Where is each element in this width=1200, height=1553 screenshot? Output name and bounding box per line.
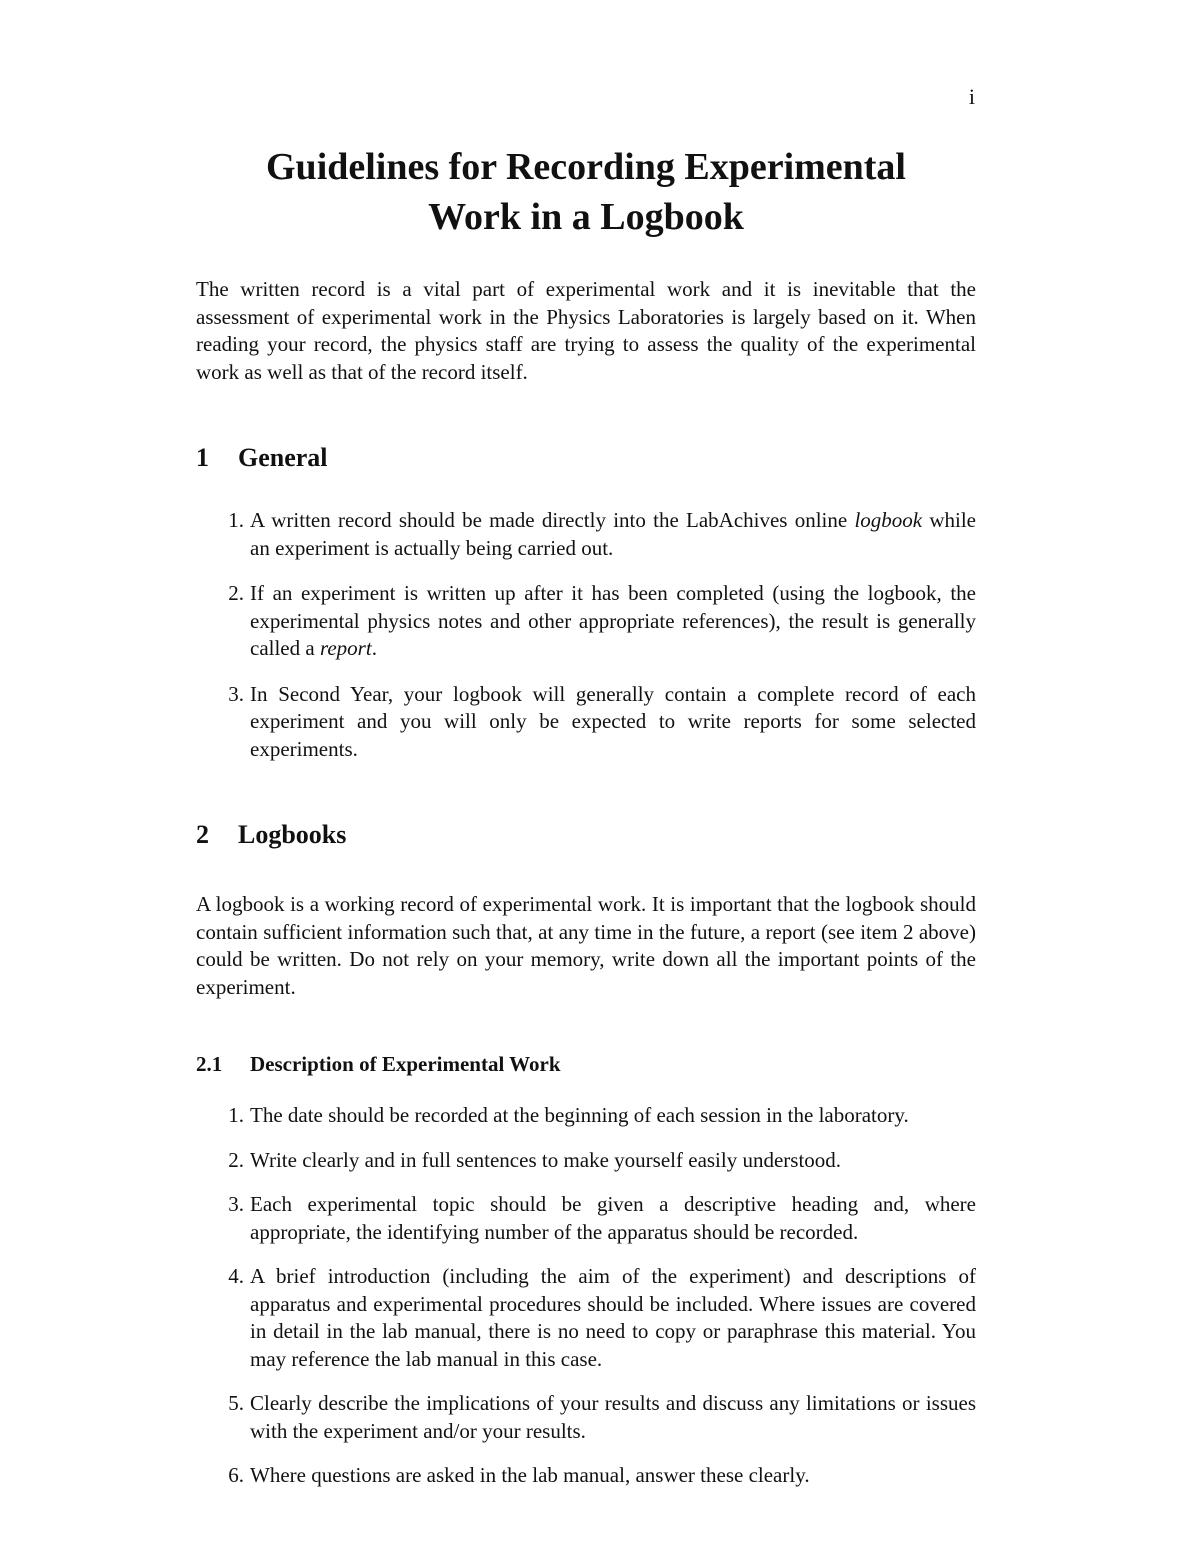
list-item [196,1462,976,1490]
list-item-text: A brief introduction (including the aim of the experiment) and descriptions of apparatus and experimental procedures should be included. Where issues are covered in detail in the lab manual, there is no need to copy or paraphrase this material. You may reference the lab manual in this case. [250,1264,976,1371]
description-list [196,1102,976,1507]
list-item-number: 6. [228,1463,244,1487]
logbooks-paragraph: A logbook is a working record of experimental work. It is important that the logbook should contain sufficient information such that, at any time in the future, a report (see item 2 above) could be written. Do not rely on your memory, write down all the important points of the experiment. [196,892,976,999]
general-list [196,507,976,781]
page-number: i [968,84,975,109]
list-item [196,1263,976,1373]
section-1-title: General [238,443,328,472]
list-item [196,681,976,764]
list-item [196,1147,976,1175]
list-item-number: 4. [228,1264,244,1288]
list-item-number: 3. [228,681,244,706]
list-item-number: 5. [228,1391,244,1415]
list-item-text: A written record should be made directly into the LabAchives online [250,508,855,532]
list-item-number: 1. [228,508,244,532]
list-item-text: Clearly describe the implications of your results and discuss any limitations or issues with the experiment and/or your results. [250,1391,976,1443]
section-2-heading [196,820,346,850]
document-title [196,142,976,242]
section-1-number: 1 [196,443,209,472]
list-item-text-end: . [371,636,377,660]
list-item-number: 3. [228,1192,244,1216]
list-item-text: Where questions are asked in the lab manual, answer these clearly. [250,1463,810,1487]
subsection-2-1-number: 2.1 [196,1052,223,1076]
list-item [196,1102,976,1130]
title-line-1: Guidelines for Recording Experimental [266,146,906,188]
list-item-text: Each experimental topic should be given a descriptive heading and, where appropriate, the identifying number of the apparatus should be recorded. [250,1192,976,1244]
section-2-number: 2 [196,820,209,849]
section-2-title: Logbooks [238,820,347,849]
list-item [196,1191,976,1246]
list-item-text: In Second Year, your logbook will generally contain a complete record of each experiment and you will only be expected to write reports for some selected experiments. [250,681,976,761]
subsection-2-1-title: Description of Experimental Work [250,1052,561,1076]
subsection-2-1-heading [196,1052,561,1077]
list-item-text: The date should be recorded at the beginning of each session in the laboratory. [250,1103,909,1127]
list-item-emphasis: report [319,636,372,660]
list-item-number: 1. [228,1103,244,1127]
title-line-2: Work in a Logbook [428,196,744,238]
list-item-text: If an experiment is written up after it has been completed (using the logbook, the experimental physics notes and other appropriate references), the result is generally called a [250,581,976,660]
intro-paragraph: The written record is a vital part of experimental work and it is inevitable that the assessment of experimental work in the Physics Laboratories is largely based on it. When reading your record, the physics staff are trying to assess the quality of the experimental work as well as that of the record itself. [196,277,976,384]
list-item-text: Write clearly and in full sentences to make yourself easily understood. [250,1147,842,1172]
list-item [196,580,976,663]
list-item [196,1390,976,1445]
list-item [196,507,976,562]
list-item-text-end: while an experiment is actually being carried out. [250,508,977,560]
list-item-emphasis: logbook [854,508,923,532]
list-item-number: 2. [228,581,244,605]
list-item-number: 2. [228,1147,244,1172]
section-1-heading [196,443,328,473]
